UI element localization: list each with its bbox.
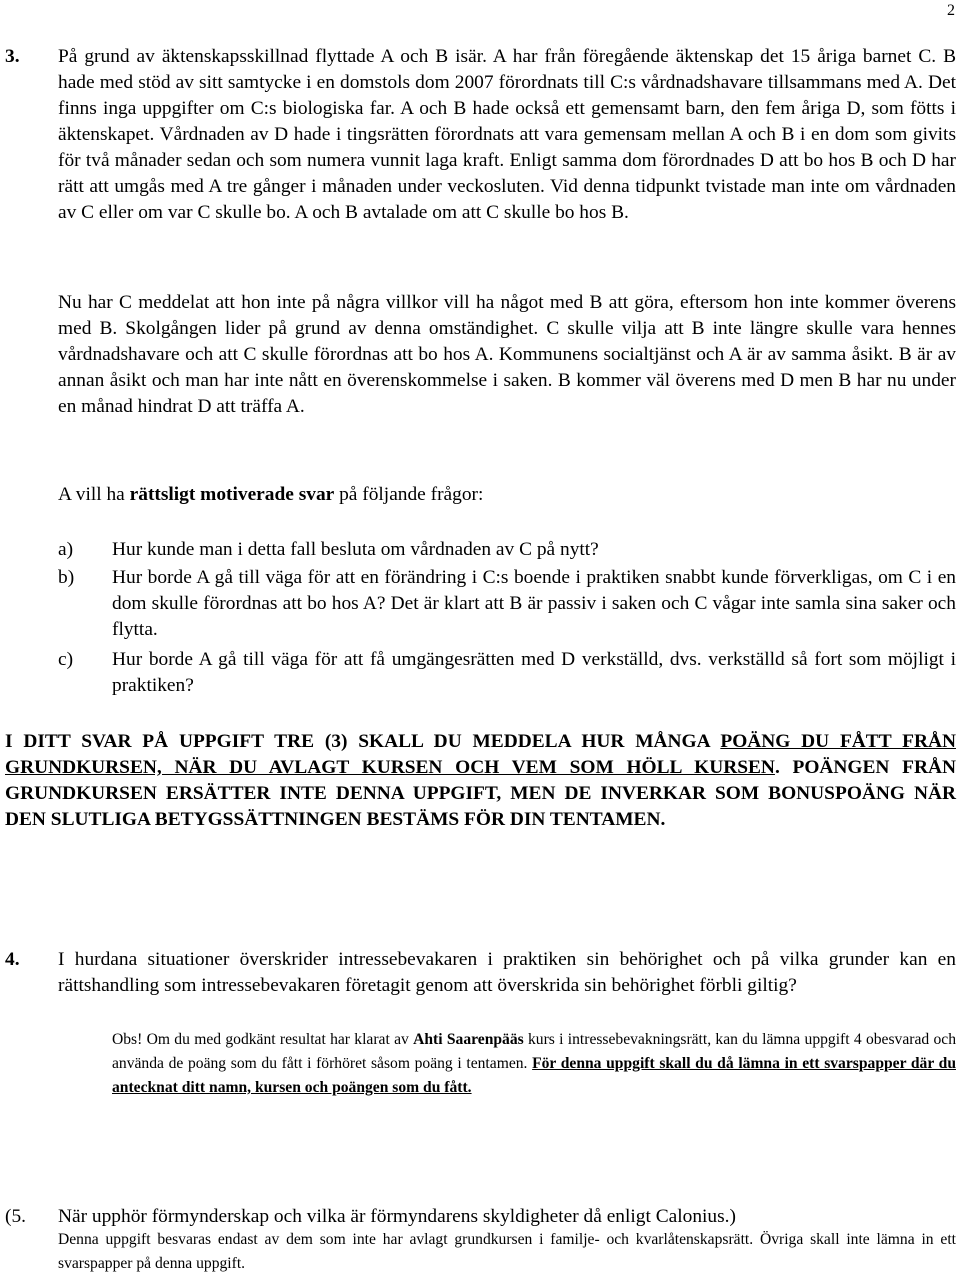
question-4-obs-note: Obs! Om du med godkänt resultat har klarat av Ahti Saarenpääs kurs i intressebevakningsrätt, kan du lämna uppgift 4 obesvarad och använda de poäng som du fått i förhöret såsom poäng i tentamen. För denna uppgift skall du då lämna in ett svarspapper där du antecknat ditt namn, kursen och poängen som du fått. xyxy=(112,1031,956,1096)
underlined-phrase: POÄNG DU FÅTT FRÅN GRUNDKURSEN, NÄR DU AVLAGT KURSEN OCH VEM SOM HÖLL KURSEN xyxy=(5,731,956,778)
bold-phrase: rättsligt motiverade svar xyxy=(129,484,335,505)
question-3-paragraph-2: Nu har C meddelat att hon inte på några villkor vill ha något med B att göra, eftersom hon inte kommer överens med B. Skolgången lider på grund av denna omständighet. C skulle vilja att B inte längre skulle vara hennes vårdnadshavare och att C skulle förordnas att bo hos A. Kommunens socialtjänst och A är av samma åsikt. B är av annan åsikt och man har inte nått en överenskommelse i saken. B kommer väl överens med D men B har nu under en månad hindrat D att träffa A. xyxy=(58,292,956,417)
page-number: 2 xyxy=(947,2,955,19)
item-b-text: Hur borde A gå till väga för att en förändring i C:s boende i praktiken snabbt kunde förverkligas, om C i en dom skulle förordnas att bo hos A? Det är klart att B är passiv i saken och C vågar inte samla sina saker och flytta. xyxy=(112,567,956,640)
item-c-text: Hur borde A gå till väga för att få umgängesrätten med D verkställd, dvs. verkställd så fort som möjligt i praktiken? xyxy=(112,649,956,696)
item-c-label: c) xyxy=(58,649,74,670)
item-a-text: Hur kunde man i detta fall besluta om vårdnaden av C på nytt? xyxy=(112,539,599,560)
question-3-request: A vill ha rättsligt motiverade svar på följande frågor: xyxy=(58,484,484,505)
question-5-note: Denna uppgift besvaras endast av dem som inte har avlagt grundkursen i familje- och kvarlåtenskapsrätt. Övriga skall inte lämna in ett svarspapper på denna uppgift. xyxy=(58,1231,956,1272)
question-3-notice: I DITT SVAR PÅ UPPGIFT TRE (3) SKALL DU MEDDELA HUR MÅNGA POÄNG DU FÅTT FRÅN GRUNDKURSEN, NÄR DU AVLAGT KURSEN OCH VEM SOM HÖLL KURSEN. POÄNGEN FRÅN GRUNDKURSEN ERSÄTTER INTE DENNA UPPGIFT, MEN DE INVERKAR SOM BONUSPOÄNG NÄR DEN SLUTLIGA BETYGSSÄTTNINGEN BESTÄMS FÖR DIN TENTAMEN. xyxy=(5,731,956,830)
bold-underlined-instruction: För denna uppgift skall du då lämna in ett svarspapper där du antecknat ditt namn, kursen och poängen som du fått. xyxy=(112,1055,956,1096)
question-5-text: När upphör förmynderskap och vilka är förmyndarens skyldigheter då enligt Calonius.) xyxy=(58,1206,736,1227)
question-3-number: 3. xyxy=(5,46,20,67)
question-4-text: I hurdana situationer överskrider intressebevakaren i praktiken sin behörighet och på vilka grunder kan en rättshandling som intressebevakaren företagit genom att överskrida sin behörighet förbli giltig? xyxy=(58,949,956,996)
item-b-label: b) xyxy=(58,567,75,588)
question-5-number: (5. xyxy=(5,1206,27,1227)
bold-name: Ahti Saarenpääs xyxy=(413,1031,524,1048)
item-a-label: a) xyxy=(58,539,74,560)
question-4-number: 4. xyxy=(5,949,20,970)
question-3-paragraph-1: På grund av äktenskapsskillnad flyttade A och B isär. A har från föregående äktenskap det 15 åriga barnet C. B hade med stöd av sitt samtycke i en domstols dom 2007 förordnats till C:s vårdnadshavare tillsammans med A. Det finns inga uppgifter om C:s biologiska far. A och B hade också ett gemensamt barn, den fem åriga D, som fötts i äktenskapet. Vårdnaden av D hade i tingsrätten förordnats att vara gemensam mellan A och B i en dom som givits för två månader sedan och som numera vunnit laga kraft. Enligt samma dom förordnades D att bo hos B och D har rätt att umgås med A tre gånger i månaden under veckosluten. Vid denna tidpunkt tvistade man inte om vårdnaden av C eller om var C skulle bo. A och B avtalade om att C skulle bo hos B. xyxy=(58,46,956,223)
